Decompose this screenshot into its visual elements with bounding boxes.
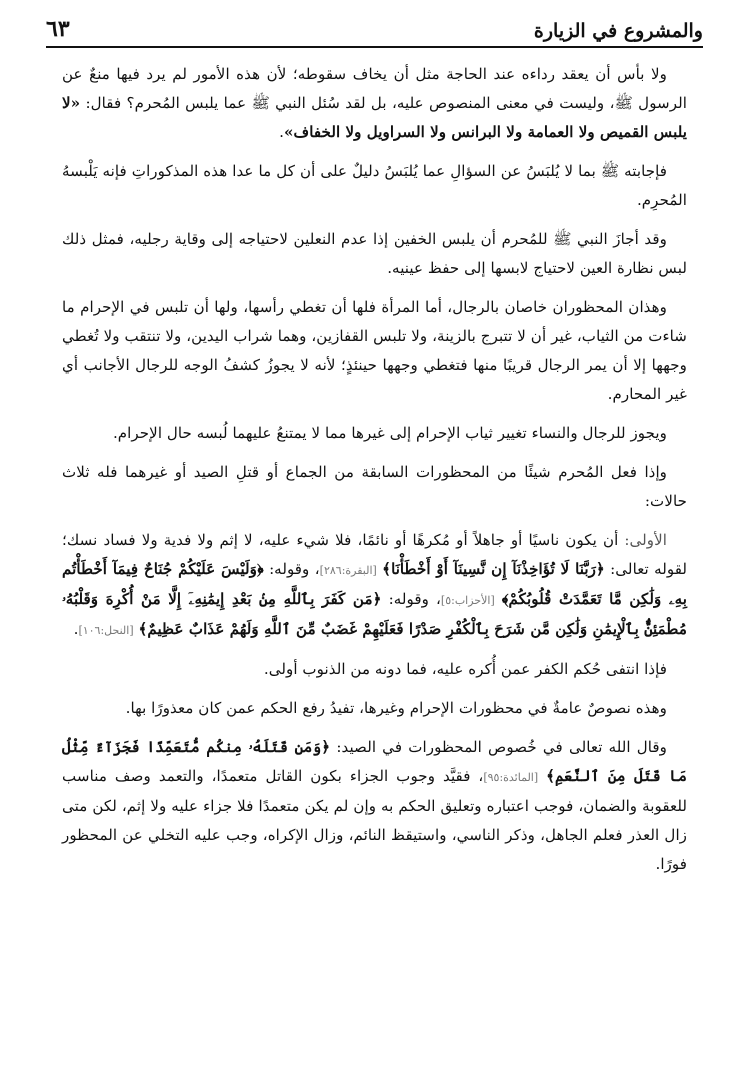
verse-reference-1: [البقرة:٢٨٦] — [319, 564, 377, 577]
paragraph-8: فإذا انتفى حُكم الكفر عمن أُكره عليه، فما دونه من الذنوب أولى. — [263, 660, 667, 678]
paragraph-1 — [62, 60, 687, 147]
page-number: ٦٣ — [46, 16, 70, 42]
paragraph-6: وإذا فعل المُحرم شيئًا من المحظورات السابقة من الجماع أو قتلِ الصيد أو غيرهما فله ثلاث حالات: — [62, 463, 687, 510]
quran-verse-3: ﴿مَن كَفَرَ بِٱللَّهِ مِنۢ بَعْدِ إِيمَٰنِهِۦٓ إِلَّا مَنْ أُكْرِهَ وَقَلْبُهُۥ مُطْمَئِنٌّۢ بِٱلْإِيمَٰنِ وَلَٰكِن مَّن شَرَحَ بِٱلْكُفْرِ صَدْرًا فَعَلَيْهِمْ غَضَبٌ مِّنَ ٱللَّهِ وَلَهُمْ عَذَابٌ عَظِيمٌ﴾ — [62, 590, 687, 638]
page-body — [62, 60, 687, 1064]
verse-reference-3: [النحل:١٠٦] — [78, 624, 134, 637]
paragraph-7 — [62, 526, 687, 645]
quran-verse-2: ﴿وَلَيْسَ عَلَيْكُمْ جُنَاحٌ فِيمَآ أَخْطَأْتُم بِهِۦ وَلَٰكِن مَّا تَعَمَّدَتْ قُلُوبُكُمْ﴾ — [62, 560, 688, 608]
running-title: والمشروع في الزيارة — [533, 20, 703, 42]
page-header — [46, 14, 703, 48]
paragraph-7-text-3: ، وقوله: — [381, 590, 441, 608]
paragraph-7-text-1: أن يكون ناسيًا أو جاهلاً أو مُكرهًا أو نائمًا، فلا شيء عليه، لا إثم ولا فدية ولا فساد نسك؛ لقوله تعالى: — [62, 531, 688, 578]
paragraph-4: وهذان المحظوران خاصان بالرجال، أما المرأة فلها أن تغطي رأسها، ولها أن تلبس في الإحرام ما شاءت من الثياب، غير أن لا تتبرج بالزينة، ولا تلبس القفازين، وهما شراب اليدين، ولا تنتقب ولا تُغطي وجهها إلا أن يمر الرجال قريبًا منها فتغطي وجهها حينئذٍ؛ لأنه لا يجوزُ كشفُ الوجه للرجال الأجانب أي غير المحارم. — [62, 298, 687, 403]
paragraph-2: فإجابته ﷺ بما لا يُلبَسُ عن السؤالِ عما يُلبَسُ دليلٌ على أن كل ما عدا هذه المذكوراتِ فإنه يَلْبسهُ المُحرِم. — [62, 162, 687, 209]
verse-reference-2: [الأحزاب:٥] — [440, 594, 495, 607]
paragraph-1-text: ولا بأس أن يعقد رداءه عند الحاجة مثل أن يخاف سقوطه؛ لأن هذه الأمور لم يرد فيها منعٌ عن الرسول ﷺ، وليست في معنى المنصوص عليه، بل لقد سُئل النبي ﷺ عما يلبس المُحرم؟ فقال: — [62, 65, 687, 112]
paragraph-7-text-2: ، وقوله: — [263, 560, 320, 578]
verse-reference-4: [المائدة:٩٥] — [483, 771, 539, 784]
paragraph-10-text-2: ، فقيَّد وجوب الجزاء بكون القاتل متعمدًا، والتعمد وصف مناسب للعقوبة والضمان، فوجب اعتباره وتعليق الحكم به وإن لم يكن متعمدًا فلا جزاء عليه ولا إثم، لكن متى زال العذر فعلم الجاهل، وذكر الناسي، واستيقظ النائم، وزال الإكراه، وجب عليه التخلي عن المحظور فورًا. — [62, 767, 687, 873]
hadith-quote: «لا يلبس القميص ولا العمامة ولا البرانس ولا السراويل ولا الخفاف» — [62, 94, 687, 141]
quran-verse-1: ﴿رَبَّنَا لَا تُؤَاخِذْنَآ إِن نَّسِينَآ أَوْ أَخْطَأْنَا﴾ — [382, 560, 605, 578]
case-label: الأولى: — [624, 531, 667, 549]
paragraph-5: ويجوز للرجال والنساء تغيير ثياب الإحرام إلى غيرها مما لا يمتنعُ عليهما لُبسه حال الإحرام. — [112, 424, 667, 442]
paragraph-10 — [62, 733, 687, 879]
paragraph-10-text-1: وقال الله تعالى في خُصوص المحظورات في الصيد: — [330, 738, 667, 756]
paragraph-3: وقد أجازَ النبي ﷺ للمُحرم أن يلبس الخفين إذا عدم النعلين لاحتياجه إلى وقاية رجليه، فمثل ذلك لبس نظارة العين لاحتياج لابسها إلى حفظ عينيه. — [62, 230, 687, 277]
quran-verse-4: ﴿وَمَن قَتَلَهُۥ مِنكُم مُّتَعَمِّدًا فَجَزَآءٌ مِّثْلُ مَا قَتَلَ مِنَ ٱلنَّعَمِ﴾ — [62, 738, 687, 785]
paragraph-1-end: . — [279, 123, 284, 141]
paragraph-7-text-4: . — [73, 620, 79, 638]
paragraph-9: وهذه نصوصٌ عامةٌ في محظورات الإحرام وغيرها، تفيدُ رفع الحكم عمن كان معذورًا بها. — [125, 699, 667, 717]
